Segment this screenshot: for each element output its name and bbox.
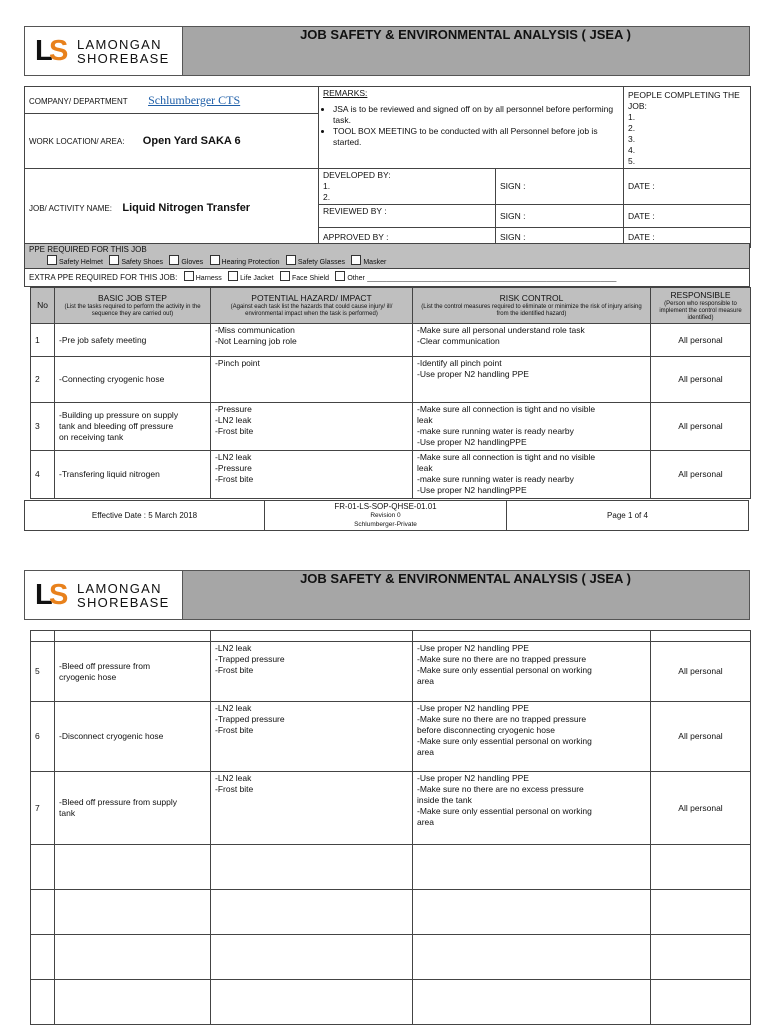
ppe-item: Hearing Protection xyxy=(221,259,280,266)
ppe-item: Masker xyxy=(363,259,387,266)
checkbox-icon[interactable] xyxy=(184,271,194,281)
checkbox-icon[interactable] xyxy=(228,271,238,281)
people-line: 1. xyxy=(628,112,636,122)
classification: Schlumberger-Private xyxy=(354,521,417,528)
table-row xyxy=(31,451,751,499)
logo-text-line2: SHOREBASE xyxy=(77,51,170,66)
company-logo xyxy=(25,27,183,75)
checkbox-icon[interactable] xyxy=(280,271,290,281)
control-line: area xyxy=(417,817,435,827)
steps-table-page1 xyxy=(30,287,751,499)
blank-cell xyxy=(55,890,211,935)
control-line: area xyxy=(417,747,435,757)
step-control xyxy=(413,772,651,845)
col-no: No xyxy=(31,288,55,324)
step-line: -Bleed off pressure from supply xyxy=(59,797,177,807)
blank-cell xyxy=(651,890,751,935)
control-line: -Make sure only essential personal on working xyxy=(417,665,592,675)
blank-cell xyxy=(413,890,651,935)
step-step xyxy=(55,451,211,499)
hazard-line: -LN2 leak xyxy=(215,703,252,713)
hazard-line: -LN2 leak xyxy=(215,773,252,783)
page2-header xyxy=(24,570,750,620)
reviewed-cell: REVIEWED BY : xyxy=(319,205,496,228)
blank-row xyxy=(31,935,751,980)
control-line: inside the tank xyxy=(417,795,472,805)
step-step xyxy=(55,772,211,845)
ls-logo-icon: L S xyxy=(35,579,69,611)
revision: Revision 0 xyxy=(370,512,401,519)
page-title: JOB SAFETY & ENVIRONMENTAL ANALYSIS ( JSEA ) xyxy=(300,27,631,42)
step-responsible: All personal xyxy=(651,451,751,499)
remark-item: • JSA is to be reviewed and signed off on by all personnel before performing task. xyxy=(333,104,619,126)
control-line: -Use proper N2 handlingPPE xyxy=(417,485,527,495)
info-table xyxy=(24,86,751,248)
hazard-line: -Frost bite xyxy=(215,426,254,436)
table-row xyxy=(31,642,751,702)
col-hazard-label: POTENTIAL HAZARD/ IMPACT xyxy=(251,293,372,303)
ppe-item: Safety Glasses xyxy=(297,259,345,266)
control-line: -Make sure no there are no excess pressure xyxy=(417,784,584,794)
hazard-line: -Pressure xyxy=(215,404,252,414)
col-responsible-label: RESPONSIBLE xyxy=(670,289,731,300)
document-number: FR-01-LS-SOP-QHSE-01.01 xyxy=(334,502,437,511)
col-step-note: (List the tasks required to perform the activity in the sequence they are carried out) xyxy=(64,304,201,317)
blank-cell xyxy=(651,980,751,1025)
control-line: -Make sure all personal understand role task xyxy=(417,325,585,335)
step-number: 7 xyxy=(31,772,55,845)
step-hazard xyxy=(211,324,413,357)
control-line: -Identify all pinch point xyxy=(417,358,502,368)
step-line: -Transfering liquid nitrogen xyxy=(59,469,160,479)
ppe-item: Safety Helmet xyxy=(59,259,103,266)
sign-cell: SIGN : xyxy=(496,169,624,205)
developed-line: 2. xyxy=(323,192,331,202)
control-line: -Make sure no there are no trapped pressure xyxy=(417,654,587,664)
people-line: 2. xyxy=(628,123,636,133)
hazard-line: -Trapped pressure xyxy=(215,654,285,664)
table-row xyxy=(31,772,751,845)
step-line: -Connecting cryogenic hose xyxy=(59,374,165,384)
ppe-table xyxy=(24,243,750,287)
date-cell: DATE : xyxy=(624,228,751,248)
blank-cell xyxy=(413,935,651,980)
step-step xyxy=(55,642,211,702)
step-hazard xyxy=(211,642,413,702)
blank-header-row xyxy=(31,631,751,642)
step-number: 5 xyxy=(31,642,55,702)
remark-item: • TOOL BOX MEETING to be conducted with all Personnel before job is started. xyxy=(333,126,619,148)
hazard-line: -Frost bite xyxy=(215,474,254,484)
col-step-label: BASIC JOB STEP xyxy=(98,293,167,303)
step-number: 1 xyxy=(31,324,55,357)
step-responsible: All personal xyxy=(651,324,751,357)
people-label: PEOPLE COMPLETING THE JOB: xyxy=(628,90,740,111)
extra-ppe-item: Other xyxy=(347,275,365,282)
col-responsible-note: (Person who responsible to implement the control measure identified) xyxy=(659,300,742,321)
control-line: -Use proper N2 handling PPE xyxy=(417,773,529,783)
extra-ppe-item: Harness xyxy=(195,275,222,282)
table-row xyxy=(31,403,751,451)
page-footer xyxy=(24,500,749,531)
hazard-line: -Frost bite xyxy=(215,665,254,675)
remarks-list xyxy=(323,104,619,148)
blank-cell xyxy=(31,845,55,890)
blank-cell xyxy=(31,980,55,1025)
logo-text-line1: LAMONGAN xyxy=(77,581,162,596)
activity-value: Liquid Nitrogen Transfer xyxy=(122,201,251,214)
other-line: ________________________________________________________________ xyxy=(367,275,617,282)
step-line: tank and bleeding off pressure xyxy=(59,421,174,431)
step-responsible: All personal xyxy=(651,772,751,845)
extra-ppe-cell xyxy=(25,269,750,287)
step-hazard xyxy=(211,403,413,451)
hazard-line: -Trapped pressure xyxy=(215,714,285,724)
blank-cell xyxy=(651,935,751,980)
blank-cell xyxy=(211,980,413,1025)
approved-cell: APPROVED BY : xyxy=(319,228,496,248)
step-control xyxy=(413,357,651,403)
checkbox-icon[interactable] xyxy=(47,255,57,265)
activity-label: JOB/ ACTIVITY NAME: xyxy=(29,203,112,213)
checkbox-icon[interactable] xyxy=(286,255,296,265)
ppe-cell xyxy=(25,244,750,269)
hazard-line: -LN2 leak xyxy=(215,643,252,653)
page-title: JOB SAFETY & ENVIRONMENTAL ANALYSIS ( JSEA ) xyxy=(300,571,631,586)
hazard-line: -Not Learning job role xyxy=(215,336,297,346)
col-control-label: RISK CONTROL xyxy=(499,293,564,303)
step-responsible: All personal xyxy=(651,357,751,403)
developed-label: DEVELOPED BY: xyxy=(323,170,391,180)
blank-row xyxy=(31,890,751,935)
blank-row xyxy=(31,845,751,890)
blank-cell xyxy=(55,935,211,980)
col-responsible xyxy=(651,288,751,324)
extra-ppe-item: Life Jacket xyxy=(240,275,274,282)
control-line: -Make sure only essential personal on working xyxy=(417,806,592,816)
step-hazard xyxy=(211,451,413,499)
step-control xyxy=(413,451,651,499)
control-line: -Make sure no there are no trapped pressure xyxy=(417,714,587,724)
step-line: -Disconnect cryogenic hose xyxy=(59,731,164,741)
step-line: -Pre job safety meeting xyxy=(59,334,147,345)
people-line: 5. xyxy=(628,156,636,166)
blank-cell xyxy=(413,980,651,1025)
ppe-item: Gloves xyxy=(181,259,204,266)
col-hazard xyxy=(211,288,413,324)
control-line: -Use proper N2 handling PPE xyxy=(417,369,529,379)
remarks-cell xyxy=(319,87,624,169)
logo-text-line1: LAMONGAN xyxy=(77,37,162,52)
blank-cell xyxy=(413,845,651,890)
col-hazard-note: (Against each task list the hazards that could cause injury/ ill/ environmental impact when the task is performed) xyxy=(230,304,393,317)
page1-header xyxy=(24,26,750,76)
control-line: area xyxy=(417,676,435,686)
checkbox-icon[interactable] xyxy=(109,255,119,265)
control-line: -Clear communication xyxy=(417,336,500,346)
col-step xyxy=(55,288,211,324)
table-row xyxy=(31,702,751,772)
hazard-line: -Frost bite xyxy=(215,725,254,735)
step-line: on receiving tank xyxy=(59,432,124,442)
logo-text-line2: SHOREBASE xyxy=(77,595,170,610)
control-line: -make sure running water is ready nearby xyxy=(417,474,574,484)
step-hazard xyxy=(211,702,413,772)
step-step xyxy=(55,702,211,772)
company-value: Schlumberger CTS xyxy=(148,92,241,107)
people-line: 3. xyxy=(628,134,636,144)
table-row xyxy=(31,324,751,357)
step-line: tank xyxy=(59,808,76,818)
location-cell xyxy=(25,114,319,169)
ls-logo-icon: L S xyxy=(35,35,69,67)
column-header-row xyxy=(31,288,751,324)
blank-cell xyxy=(211,845,413,890)
control-line: -Use proper N2 handling PPE xyxy=(417,643,529,653)
extra-ppe-label: EXTRA PPE REQUIRED FOR THIS JOB: xyxy=(29,273,178,282)
ppe-item: Safety Shoes xyxy=(121,259,163,266)
control-line: -Make sure only essential personal on working xyxy=(417,736,592,746)
document-number-cell xyxy=(265,501,507,531)
step-line: cryogenic hose xyxy=(59,671,117,682)
step-step xyxy=(55,403,211,451)
step-hazard xyxy=(211,772,413,845)
control-line: leak xyxy=(417,463,433,473)
company-cell xyxy=(25,87,319,114)
step-number: 4 xyxy=(31,451,55,499)
control-line: -Use proper N2 handling PPE xyxy=(417,703,529,713)
col-control xyxy=(413,288,651,324)
hazard-line: -Frost bite xyxy=(215,784,254,794)
steps-table-page2 xyxy=(30,630,751,1025)
step-hazard xyxy=(211,357,413,403)
developed-line: 1. xyxy=(323,181,331,191)
step-number: 3 xyxy=(31,403,55,451)
step-responsible: All personal xyxy=(651,403,751,451)
control-line: -Use proper N2 handlingPPE xyxy=(417,437,527,447)
blank-cell xyxy=(651,845,751,890)
checkbox-icon[interactable] xyxy=(351,255,361,265)
step-step xyxy=(55,357,211,403)
col-control-note: (List the control measures required to eliminate or minimize the risk of injury arising from the identified hazard) xyxy=(421,304,642,317)
blank-cell xyxy=(55,845,211,890)
blank-cell xyxy=(211,935,413,980)
blank-cell xyxy=(31,890,55,935)
blank-cell xyxy=(55,980,211,1025)
hazard-line: -LN2 leak xyxy=(215,415,252,425)
location-value: Open Yard SAKA 6 xyxy=(142,134,241,147)
steps-body-page2 xyxy=(31,642,751,1025)
ppe-title: PPE REQUIRED FOR THIS JOB xyxy=(29,245,147,254)
developed-cell xyxy=(319,169,496,205)
checkbox-icon[interactable] xyxy=(210,255,220,265)
step-step xyxy=(55,324,211,357)
step-number: 6 xyxy=(31,702,55,772)
step-control xyxy=(413,642,651,702)
step-line: -Building up pressure on supply xyxy=(59,410,179,420)
step-control xyxy=(413,324,651,357)
step-control xyxy=(413,403,651,451)
hazard-line: -Miss communication xyxy=(215,325,295,335)
company-label: COMPANY/ DEPARTMENT xyxy=(29,96,128,106)
step-line: -Bleed off pressure from xyxy=(59,660,151,671)
checkbox-icon[interactable] xyxy=(335,271,345,281)
control-line: -Make sure all connection is tight and no visible xyxy=(417,404,596,414)
blank-cell xyxy=(31,935,55,980)
people-cell xyxy=(624,87,751,169)
step-control xyxy=(413,702,651,772)
blank-row xyxy=(31,980,751,1025)
hazard-line: -Pressure xyxy=(215,463,252,473)
steps-body-page1 xyxy=(31,324,751,499)
step-responsible: All personal xyxy=(651,702,751,772)
checkbox-icon[interactable] xyxy=(169,255,179,265)
table-row xyxy=(31,357,751,403)
blank-cell xyxy=(211,890,413,935)
sign-cell: SIGN : xyxy=(496,205,624,228)
location-label: WORK LOCATION/ AREA: xyxy=(29,136,125,146)
sign-cell: SIGN : xyxy=(496,228,624,248)
step-responsible: All personal xyxy=(651,642,751,702)
date-cell: DATE : xyxy=(624,205,751,228)
step-number: 2 xyxy=(31,357,55,403)
people-line: 4. xyxy=(628,145,636,155)
control-line: -Make sure all connection is tight and no visible xyxy=(417,452,596,462)
hazard-line: -LN2 leak xyxy=(215,452,252,462)
page-number: Page 1 of 4 xyxy=(507,501,749,531)
control-line: leak xyxy=(417,415,433,425)
effective-date: Effective Date : 5 March 2018 xyxy=(25,501,265,531)
control-line: before disconnecting cryogenic hose xyxy=(417,725,555,735)
date-cell: DATE : xyxy=(624,169,751,205)
remarks-label: REMARKS: xyxy=(323,88,368,98)
activity-cell xyxy=(25,169,319,248)
hazard-line: -Pinch point xyxy=(215,358,260,368)
control-line: -make sure running water is ready nearby xyxy=(417,426,574,436)
company-logo xyxy=(25,571,183,619)
extra-ppe-item: Face Shield xyxy=(292,275,329,282)
